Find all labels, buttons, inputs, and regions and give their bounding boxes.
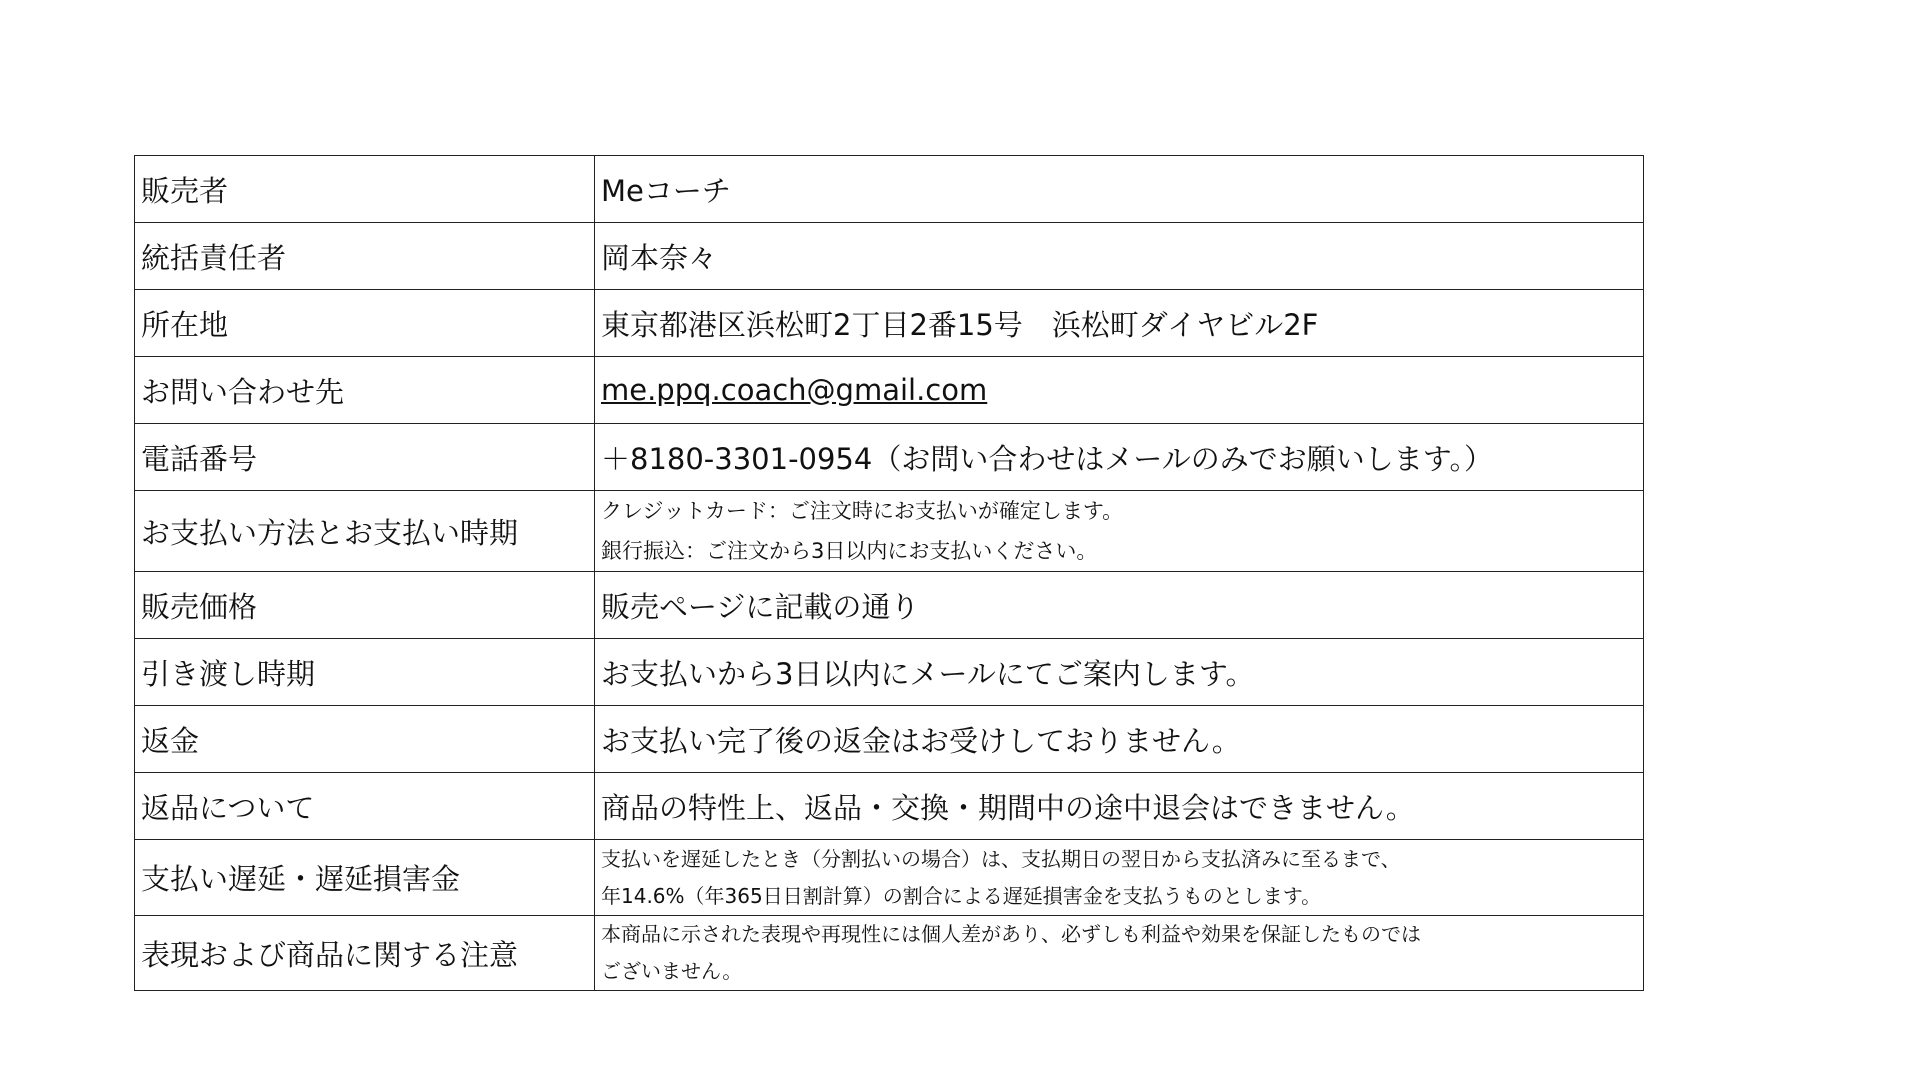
disclaimer-line-2: ございません。 bbox=[601, 959, 743, 983]
table-row bbox=[135, 223, 1644, 290]
row-value-delivery: お支払いから3日以内にメールにてご案内します。 bbox=[595, 639, 1644, 706]
contact-email-link[interactable]: me.ppq.coach@gmail.com bbox=[601, 373, 988, 407]
late-payment-line-1: 支払いを遅延したとき（分割払いの場合）は、支払期日の翌日から支払済みに至るまで、 bbox=[601, 846, 1401, 871]
table-row bbox=[135, 916, 1644, 991]
table-row bbox=[135, 357, 1644, 424]
row-value-contact bbox=[595, 357, 1644, 424]
row-label-phone: 電話番号 bbox=[135, 424, 595, 491]
row-label-delivery: 引き渡し時期 bbox=[135, 639, 595, 706]
row-value-refund: お支払い完了後の返金はお受けしておりません。 bbox=[595, 706, 1644, 773]
row-label-price: 販売価格 bbox=[135, 572, 595, 639]
row-label-seller: 販売者 bbox=[135, 156, 595, 223]
payment-line-bank: 銀行振込：ご注文から3日以内にお支払いください。 bbox=[601, 539, 1098, 563]
row-label-late-payment: 支払い遅延・遅延損害金 bbox=[135, 840, 595, 916]
row-value-late-payment bbox=[595, 840, 1644, 916]
table-row bbox=[135, 491, 1644, 572]
row-value-address: 東京都港区浜松町2丁目2番15号 浜松町ダイヤビル2F bbox=[595, 290, 1644, 357]
disclaimer-line-1: 本商品に示された表現や再現性には個人差があり、必ずしも利益や効果を保証したものでは bbox=[601, 922, 1421, 946]
table-row bbox=[135, 639, 1644, 706]
row-label-refund: 返金 bbox=[135, 706, 595, 773]
row-value-disclaimer bbox=[595, 916, 1644, 991]
row-value-price: 販売ページに記載の通り bbox=[595, 572, 1644, 639]
row-label-address: 所在地 bbox=[135, 290, 595, 357]
row-value-seller: Meコーチ bbox=[595, 156, 1644, 223]
legal-notice-table bbox=[134, 155, 1644, 991]
table-row bbox=[135, 156, 1644, 223]
row-label-returns: 返品について bbox=[135, 773, 595, 840]
table-row bbox=[135, 773, 1644, 840]
table-row bbox=[135, 706, 1644, 773]
row-value-phone: ＋8180-3301-0954（お問い合わせはメールのみでお願いします。） bbox=[595, 424, 1644, 491]
row-label-payment: お支払い方法とお支払い時期 bbox=[135, 491, 595, 572]
row-label-disclaimer: 表現および商品に関する注意 bbox=[135, 916, 595, 991]
payment-line-card: クレジットカード：ご注文時にお支払いが確定します。 bbox=[601, 499, 1124, 523]
row-value-payment bbox=[595, 491, 1644, 572]
table-row bbox=[135, 424, 1644, 491]
table-row bbox=[135, 840, 1644, 916]
row-label-manager: 統括責任者 bbox=[135, 223, 595, 290]
row-value-returns: 商品の特性上、返品・交換・期間中の途中退会はできません。 bbox=[595, 773, 1644, 840]
row-value-manager: 岡本奈々 bbox=[595, 223, 1644, 290]
row-label-contact: お問い合わせ先 bbox=[135, 357, 595, 424]
table-row bbox=[135, 572, 1644, 639]
table-row bbox=[135, 290, 1644, 357]
late-payment-line-2: 年14.6%（年365日日割計算）の割合による遅延損害金を支払うものとします。 bbox=[601, 883, 1322, 908]
